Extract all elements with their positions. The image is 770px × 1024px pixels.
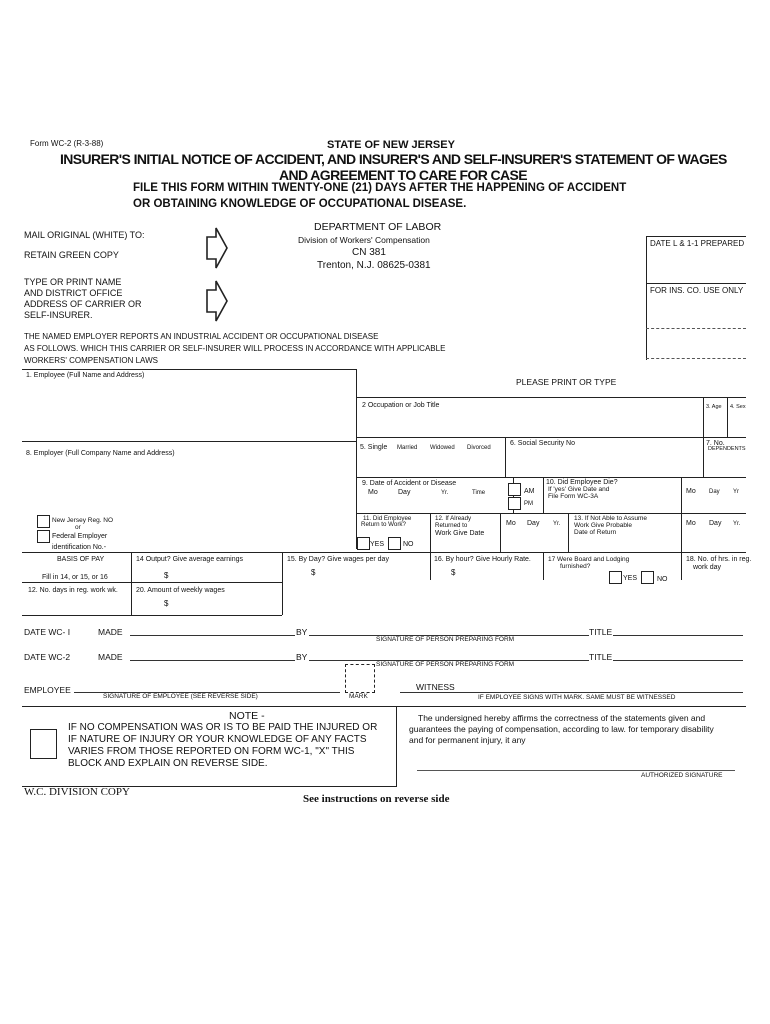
arrow-right-icon bbox=[204, 278, 230, 324]
note-heading: NOTE - bbox=[229, 710, 265, 722]
dept-division: Division of Workers' Compensation bbox=[298, 235, 430, 245]
note-line-4: BLOCK AND EXPLAIN ON REVERSE SIDE. bbox=[68, 758, 268, 769]
am-label: AM bbox=[524, 488, 535, 495]
by-hour-label: 16. By hour? Give Hourly Rate. bbox=[434, 556, 531, 563]
died-sub-2: File Form WC-3A bbox=[548, 493, 599, 500]
notable-mo-label: Mo bbox=[686, 520, 696, 527]
already-day-label: Day bbox=[527, 520, 540, 527]
mail-original-label: MAIL ORIGINAL (WHITE) TO: bbox=[24, 230, 145, 240]
authorized-signature-label: AUTHORIZED SIGNATURE bbox=[641, 772, 723, 779]
married-label: Married bbox=[397, 445, 418, 451]
output-label: 14 Output? Give average earnings bbox=[136, 556, 244, 563]
made-label-1: MADE bbox=[98, 627, 123, 637]
widowed-label: Widowed bbox=[430, 445, 455, 451]
title-line-2[interactable] bbox=[613, 660, 743, 661]
date-wc2-made-line[interactable] bbox=[130, 660, 295, 661]
sig-prep-caption-2: SIGNATURE OF PERSON PREPARING FORM bbox=[376, 661, 515, 668]
by-hour-dollar: $ bbox=[451, 568, 456, 577]
output-dollar: $ bbox=[164, 571, 169, 580]
type-print-label-4: SELF-INSURER. bbox=[24, 310, 93, 320]
dependents-no-label: 7. No. bbox=[706, 440, 725, 447]
form-number: Form WC-2 (R-3-88) bbox=[30, 139, 104, 148]
single-label: 5. Single bbox=[360, 444, 388, 451]
type-print-label-3: ADDRESS OF CARRIER OR bbox=[24, 299, 142, 309]
dept-cn: CN 381 bbox=[352, 247, 386, 258]
hours-label-1: 18. No. of hrs. in reg. bbox=[686, 556, 752, 563]
return-label-1: 11. Did Employee bbox=[363, 515, 412, 522]
title-label-1: TITLE bbox=[589, 627, 613, 637]
federal-label: Federal Employer bbox=[52, 533, 108, 540]
nj-reg-label: New Jersey Reg. NO bbox=[52, 517, 114, 524]
retain-green-label: RETAIN GREEN COPY bbox=[24, 250, 119, 260]
board-no-checkbox[interactable] bbox=[641, 571, 654, 584]
filing-instruction-2: OR OBTAINING KNOWLEDGE OF OCCUPATIONAL DISEASE. bbox=[133, 198, 467, 210]
dept-name: DEPARTMENT OF LABOR bbox=[314, 221, 442, 233]
hours-label-2: work day bbox=[693, 564, 722, 571]
died-yr-label: Yr bbox=[733, 489, 739, 495]
mark-label: MARK bbox=[349, 693, 368, 700]
pm-label: PM bbox=[524, 501, 533, 507]
return-yes-checkbox[interactable] bbox=[357, 537, 370, 550]
already-mo-label: Mo bbox=[506, 520, 516, 527]
note-line-1: IF NO COMPENSATION WAS OR IS TO BE PAID THE INJURED OR bbox=[68, 722, 378, 733]
by-label-1: BY bbox=[296, 627, 308, 637]
board-yes-label: YES bbox=[623, 575, 638, 582]
title-label-2: TITLE bbox=[589, 652, 613, 662]
or-label: or bbox=[75, 524, 81, 531]
already-label-3: Work Give Date bbox=[435, 530, 485, 537]
employee-label: 1. Employee (Full Name and Address) bbox=[26, 372, 145, 379]
employee-sig-caption: SIGNATURE OF EMPLOYEE (SEE REVERSE SIDE) bbox=[103, 693, 258, 700]
note-line-3: VARIES FROM THOSE REPORTED ON FORM WC-1, "X" THIS bbox=[68, 746, 355, 757]
basis-of-pay-label: BASIS OF PAY bbox=[57, 556, 105, 563]
board-yes-checkbox[interactable] bbox=[609, 571, 622, 584]
board-no-label: NO bbox=[657, 576, 668, 583]
intro-line-2: AS FOLLOWS. WHICH THIS CARRIER OR SELF-INSURER WILL PROCESS IN ACCORDANCE WITH APPLICABLE bbox=[24, 344, 446, 353]
federal-id-label: identification No.- bbox=[52, 544, 107, 551]
note-line-2: IF NATURE OF INJURY OR YOUR KNOWLEDGE OF ANY FACTS bbox=[68, 734, 367, 745]
fill-in-label: Fill in 14, or 15, or 16 bbox=[42, 574, 108, 581]
age-label: 3. Age bbox=[706, 404, 722, 410]
return-no-checkbox[interactable] bbox=[388, 537, 401, 550]
dept-city: Trenton, N.J. 08625-0381 bbox=[317, 260, 431, 271]
authorized-signature-line[interactable] bbox=[417, 770, 735, 771]
division-copy-label: W.C. DIVISION COPY bbox=[24, 786, 130, 798]
type-print-label-2: AND DISTRICT OFFICE bbox=[24, 288, 123, 298]
form-title: INSURER'S INITIAL NOTICE OF ACCIDENT, AND INSURER'S AND SELF-INSURER'S STATEMENT OF WAGES bbox=[60, 151, 727, 167]
occupation-label: 2 Occupation or Job Title bbox=[362, 402, 440, 409]
am-checkbox[interactable] bbox=[508, 483, 521, 496]
sig-prep-caption-1: SIGNATURE OF PERSON PREPARING FORM bbox=[376, 636, 515, 643]
already-label-1: 12. If Already bbox=[435, 515, 472, 522]
mo-label: Mo bbox=[368, 489, 378, 496]
notable-label-1: 13. If Not Able to Assume bbox=[574, 515, 647, 522]
please-print-label: PLEASE PRINT OR TYPE bbox=[516, 377, 617, 387]
by-label-2: BY bbox=[296, 652, 308, 662]
affirm-line-3: and for permanent injury, it any bbox=[409, 735, 526, 745]
date-prepared-label: DATE L & 1-1 PREPARED bbox=[650, 239, 745, 248]
title-line-1[interactable] bbox=[613, 635, 743, 636]
already-label-2: Returned to bbox=[435, 522, 468, 529]
by-day-dollar: $ bbox=[311, 568, 316, 577]
state-title: STATE OF NEW JERSEY bbox=[327, 139, 455, 151]
board-label-2: furnished? bbox=[560, 563, 591, 570]
days-reg-label: 12. No. days in reg. work wk. bbox=[28, 587, 118, 594]
notable-label-2: Work Give Probable bbox=[574, 522, 633, 529]
employee-sig-label: EMPLOYEE bbox=[24, 685, 71, 695]
weekly-dollar: $ bbox=[164, 599, 169, 608]
ssn-label: 6. Social Security No bbox=[510, 440, 575, 447]
mark-witness-note: IF EMPLOYEE SIGNS WITH MARK. SAME MUST BE WITNESSED bbox=[478, 694, 676, 701]
time-label: Time bbox=[472, 490, 486, 496]
died-label: 10. Did Employee Die? bbox=[546, 479, 618, 486]
federal-checkbox[interactable] bbox=[37, 530, 50, 543]
dependents-label: DEPENDENTS bbox=[708, 446, 746, 452]
affirm-line-2: guarantees the paying of compensation, according to law. for temporary disability bbox=[409, 724, 714, 734]
board-label-1: 17 Were Board and Lodging bbox=[548, 556, 630, 563]
date-wc1-made-line[interactable] bbox=[130, 635, 295, 636]
return-yes-label: YES bbox=[370, 541, 385, 548]
sex-label: 4. Sex bbox=[730, 404, 746, 410]
intro-line-1: THE NAMED EMPLOYER REPORTS AN INDUSTRIAL ACCIDENT OR OCCUPATIONAL DISEASE bbox=[24, 332, 379, 341]
pm-checkbox[interactable] bbox=[508, 497, 521, 510]
notable-yr-label: Yr. bbox=[733, 521, 741, 527]
died-sub-1: If 'yes' Give Date and bbox=[548, 486, 610, 493]
notable-day-label: Day bbox=[709, 520, 722, 527]
form-subtitle: AND AGREEMENT TO CARE FOR CASE bbox=[279, 167, 528, 183]
weekly-wages-label: 20. Amount of weekly wages bbox=[136, 587, 225, 594]
ins-co-use-label: FOR INS. CO. USE ONLY bbox=[650, 286, 744, 295]
died-mo-label: Mo bbox=[686, 488, 696, 495]
mark-box[interactable] bbox=[345, 664, 375, 693]
notable-label-3: Date of Return bbox=[574, 529, 617, 536]
witness-signature-line[interactable] bbox=[400, 692, 743, 693]
date-accident-label: 9. Date of Accident or Disease bbox=[362, 480, 457, 487]
return-label-2: Return to Work? bbox=[361, 521, 406, 528]
employer-label: 8. Employer (Full Company Name and Address) bbox=[26, 450, 175, 457]
already-yr-label: Yr. bbox=[553, 521, 561, 527]
yr-label: Yr. bbox=[441, 490, 449, 496]
arrow-right-icon bbox=[204, 225, 230, 271]
made-label-2: MADE bbox=[98, 652, 123, 662]
by-day-label: 15. By Day? Give wages per day bbox=[287, 556, 389, 563]
divorced-label: Divorced bbox=[467, 445, 491, 451]
filing-instruction-1: FILE THIS FORM WITHIN TWENTY-ONE (21) DAYS AFTER THE HAPPENING OF ACCIDENT bbox=[133, 182, 627, 194]
return-no-label: NO bbox=[403, 541, 414, 548]
type-print-label-1: TYPE OR PRINT NAME bbox=[24, 277, 122, 287]
intro-line-3: WORKERS' COMPENSATION LAWS bbox=[24, 356, 158, 365]
died-day-label: Day bbox=[709, 489, 720, 495]
nj-reg-checkbox[interactable] bbox=[37, 515, 50, 528]
date-wc1-label: DATE WC- I bbox=[24, 627, 71, 637]
date-wc2-label: DATE WC-2 bbox=[24, 652, 71, 662]
affirm-line-1: The undersigned hereby affirms the correctness of the statements given and bbox=[418, 713, 706, 723]
reverse-instructions: See instructions on reverse side bbox=[303, 793, 450, 805]
x-block-checkbox[interactable] bbox=[30, 729, 57, 759]
day-label: Day bbox=[398, 489, 411, 496]
witness-label: WITNESS bbox=[416, 682, 455, 692]
